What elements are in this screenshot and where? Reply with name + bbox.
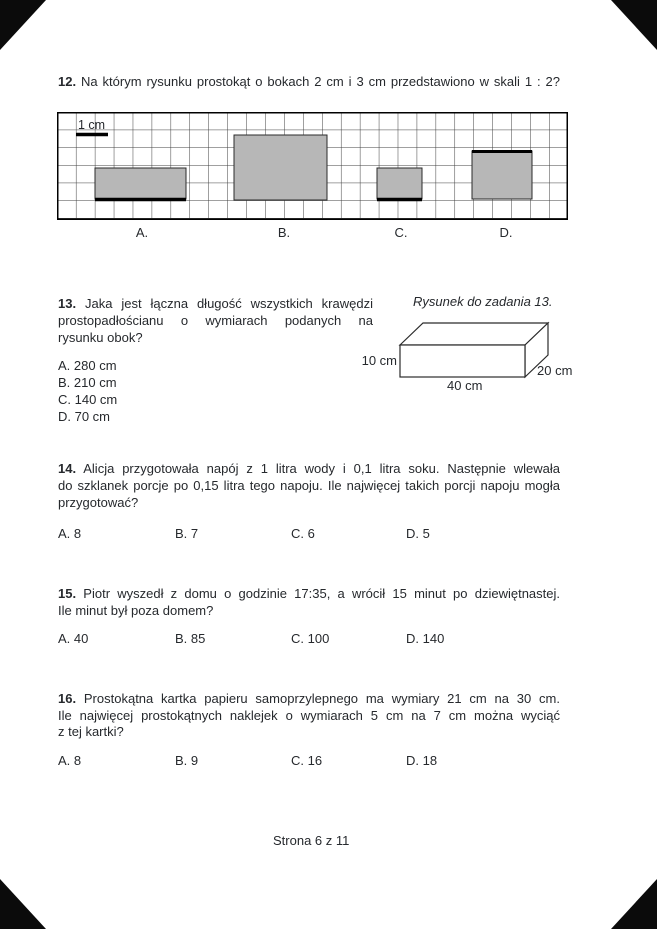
scan-corner-mark-bottom-left [0, 879, 46, 929]
cuboid-top-face [400, 323, 548, 345]
question-14-text-line-2: do szklanek porcje po 0,15 litra tego napoju. Ile najwięcej takich porcji napoju mogła [58, 478, 560, 493]
option-c-rectangle [377, 168, 422, 199]
cuboid-front-face [400, 345, 525, 377]
answer-14-b: B. 7 [175, 526, 199, 541]
answer-13-a: A. 280 cm [58, 358, 117, 373]
question-14-text-line-3: przygotować? [58, 495, 139, 510]
option-label-b: B. [277, 225, 291, 240]
question-13-text-line-2: prostopadłościanu o wymiarach podanych na [58, 313, 373, 328]
unit-scale-label: 1 cm [78, 118, 106, 132]
figure-caption: Rysunek do zadania 13. [413, 294, 553, 309]
dimension-label-length: 40 cm [447, 378, 483, 393]
question-14-text-line-1 [58, 461, 560, 477]
answer-13-b: B. 210 cm [58, 375, 117, 390]
answer-15-d: D. 140 [406, 631, 445, 646]
question-13-text-line-1 [58, 296, 373, 312]
scan-corner-mark-top-left [0, 0, 46, 50]
question-16-text-line-1 [58, 691, 560, 707]
question-12-number: 12. [58, 74, 77, 89]
option-a-rectangle [95, 168, 186, 199]
answer-13-c: C. 140 cm [58, 392, 118, 407]
answer-15-a: A. 40 [58, 631, 89, 646]
answer-14-a: A. 8 [58, 526, 82, 541]
question-16-text-line-3: z tej kartki? [58, 724, 124, 739]
question-12-sentence: Na którym rysunku prostokąt o bokach 2 cm i 3 cm przedstawiono w skali 1 : 2? [81, 74, 560, 89]
scan-corner-mark-bottom-right [611, 879, 657, 929]
answer-14-d: D. 5 [406, 526, 430, 541]
question-14-number: 14. [58, 461, 77, 476]
answer-16-d: D. 18 [406, 753, 438, 768]
question-15-text-line-2: Ile minut był poza domem? [58, 603, 214, 618]
option-label-d: D. [499, 225, 513, 240]
answer-16-a: A. 8 [58, 753, 82, 768]
question-16-text-line-2: Ile najwięcej prostokątnych naklejek o wymiarach 5 cm na 7 cm można wyciąć [58, 708, 560, 723]
question-16-sentence-1: Prostokątna kartka papieru samoprzylepnego ma wymiary 21 cm na 30 cm. [83, 691, 561, 706]
question-14-sentence-1: Alicja przygotowała napój z 1 litra wody i 0,1 litra soku. Następnie wlewała [83, 461, 560, 476]
answer-15-c: C. 100 [291, 631, 330, 646]
question-13-number: 13. [58, 296, 77, 311]
question-12-text [58, 74, 560, 90]
question-15-number: 15. [58, 586, 77, 601]
scan-corner-mark-top-right [611, 0, 657, 50]
question-13-sentence-1: Jaka jest łączna długość wszystkich krawędzi [84, 296, 373, 311]
question-12-grid-figure [57, 112, 568, 220]
answer-16-c: C. 16 [291, 753, 323, 768]
answer-14-c: C. 6 [291, 526, 315, 541]
question-15-sentence-1: Piotr wyszedł z domu o godzinie 17:35, a wrócił 15 minut po dziewiętnastej. [83, 586, 560, 601]
question-13-text-line-3: rysunku obok? [58, 330, 143, 345]
dimension-label-height: 10 cm [361, 353, 397, 368]
question-16-number: 16. [58, 691, 77, 706]
page-number: Strona 6 z 11 [273, 833, 350, 848]
option-label-a: A. [135, 225, 149, 240]
option-d-rectangle [472, 151, 532, 199]
option-b-rectangle [234, 135, 327, 200]
answer-13-d: D. 70 cm [58, 409, 111, 424]
option-label-c: C. [394, 225, 408, 240]
answer-15-b: B. 85 [175, 631, 206, 646]
dimension-label-depth: 20 cm [537, 363, 573, 378]
answer-16-b: B. 9 [175, 753, 199, 768]
question-15-text-line-1 [58, 586, 560, 602]
